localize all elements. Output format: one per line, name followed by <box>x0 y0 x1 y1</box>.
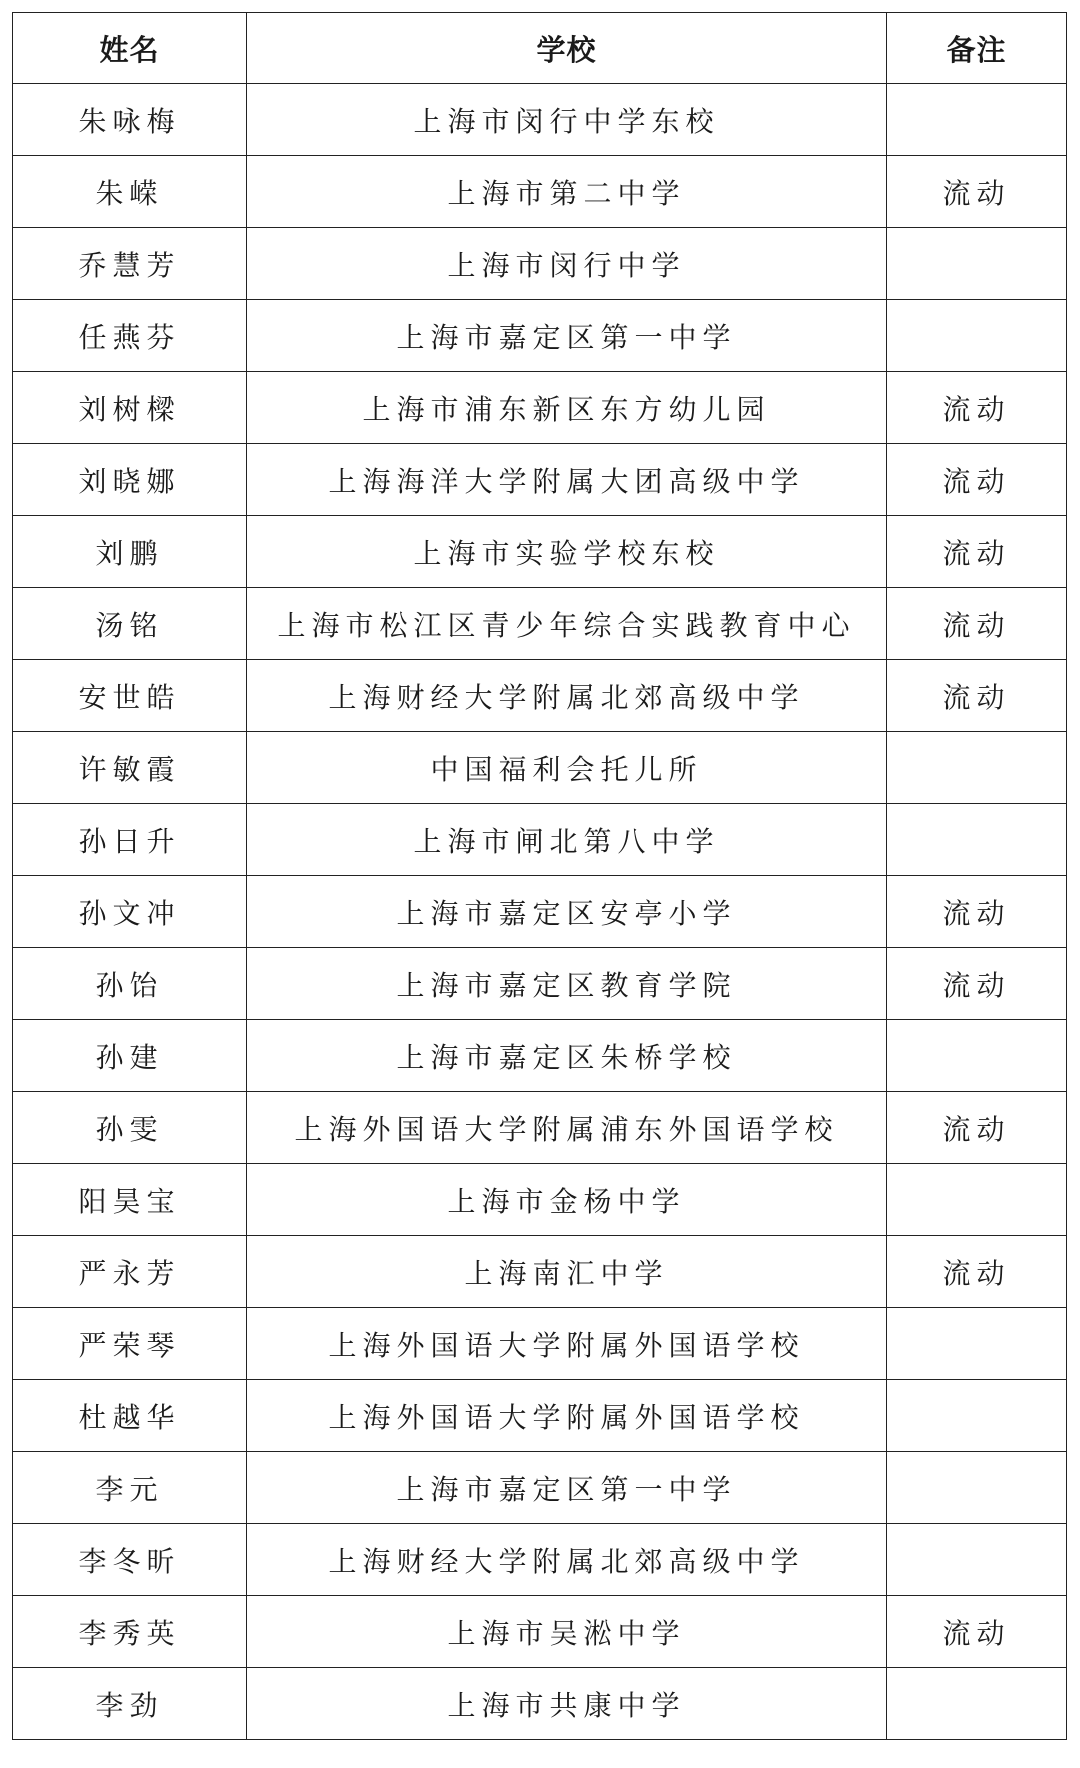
note-cell <box>887 1668 1067 1740</box>
school-cell: 上海市金杨中学 <box>247 1164 887 1236</box>
table-row <box>13 444 1067 516</box>
name-cell: 孙饴 <box>13 948 247 1020</box>
school-cell: 上海市吴淞中学 <box>247 1596 887 1668</box>
school-cell: 上海外国语大学附属外国语学校 <box>247 1380 887 1452</box>
school-cell: 上海市嘉定区教育学院 <box>247 948 887 1020</box>
table-row <box>13 1164 1067 1236</box>
note-cell <box>887 1380 1067 1452</box>
school-cell: 上海市第二中学 <box>247 156 887 228</box>
name-cell: 刘晓娜 <box>13 444 247 516</box>
name-cell: 李劲 <box>13 1668 247 1740</box>
note-cell: 流动 <box>887 660 1067 732</box>
name-cell: 任燕芬 <box>13 300 247 372</box>
note-cell <box>887 300 1067 372</box>
note-cell: 流动 <box>887 1596 1067 1668</box>
header-row <box>13 13 1067 84</box>
school-cell: 上海市实验学校东校 <box>247 516 887 588</box>
note-cell: 流动 <box>887 1092 1067 1164</box>
name-cell: 李冬昕 <box>13 1524 247 1596</box>
name-cell: 刘鹏 <box>13 516 247 588</box>
school-cell: 上海财经大学附属北郊高级中学 <box>247 1524 887 1596</box>
table-row <box>13 372 1067 444</box>
table-row <box>13 1596 1067 1668</box>
name-cell: 孙文冲 <box>13 876 247 948</box>
note-cell: 流动 <box>887 516 1067 588</box>
name-cell: 乔慧芳 <box>13 228 247 300</box>
name-cell: 朱嵘 <box>13 156 247 228</box>
school-cell: 上海市浦东新区东方幼儿园 <box>247 372 887 444</box>
table-row <box>13 300 1067 372</box>
name-cell: 杜越华 <box>13 1380 247 1452</box>
school-cell: 上海南汇中学 <box>247 1236 887 1308</box>
table-row <box>13 948 1067 1020</box>
school-cell: 上海财经大学附属北郊高级中学 <box>247 660 887 732</box>
note-cell <box>887 732 1067 804</box>
header-name: 姓名 <box>13 13 247 84</box>
note-cell: 流动 <box>887 948 1067 1020</box>
name-cell: 严永芳 <box>13 1236 247 1308</box>
header-school: 学校 <box>247 13 887 84</box>
note-cell: 流动 <box>887 1236 1067 1308</box>
table-row <box>13 804 1067 876</box>
note-cell <box>887 84 1067 156</box>
school-cell: 上海市松江区青少年综合实践教育中心 <box>247 588 887 660</box>
school-cell: 上海市闵行中学 <box>247 228 887 300</box>
school-cell: 上海海洋大学附属大团高级中学 <box>247 444 887 516</box>
note-cell: 流动 <box>887 444 1067 516</box>
table-row <box>13 1236 1067 1308</box>
school-cell: 上海市嘉定区第一中学 <box>247 1452 887 1524</box>
name-cell: 汤铭 <box>13 588 247 660</box>
name-cell: 孙建 <box>13 1020 247 1092</box>
table-row <box>13 516 1067 588</box>
school-cell: 上海市共康中学 <box>247 1668 887 1740</box>
table-row <box>13 876 1067 948</box>
name-cell: 刘树樑 <box>13 372 247 444</box>
school-cell: 上海市闵行中学东校 <box>247 84 887 156</box>
school-cell: 上海市嘉定区第一中学 <box>247 300 887 372</box>
table-row <box>13 1380 1067 1452</box>
note-cell <box>887 1020 1067 1092</box>
school-cell: 中国福利会托儿所 <box>247 732 887 804</box>
table-row <box>13 588 1067 660</box>
table-row <box>13 732 1067 804</box>
table-row <box>13 228 1067 300</box>
name-cell: 阳昊宝 <box>13 1164 247 1236</box>
school-cell: 上海市嘉定区安亭小学 <box>247 876 887 948</box>
name-cell: 朱咏梅 <box>13 84 247 156</box>
name-cell: 严荣琴 <box>13 1308 247 1380</box>
table-row <box>13 1308 1067 1380</box>
note-cell <box>887 804 1067 876</box>
name-cell: 孙日升 <box>13 804 247 876</box>
school-cell: 上海外国语大学附属浦东外国语学校 <box>247 1092 887 1164</box>
table-row <box>13 84 1067 156</box>
name-cell: 李秀英 <box>13 1596 247 1668</box>
table-row <box>13 1092 1067 1164</box>
note-cell <box>887 1524 1067 1596</box>
note-cell <box>887 228 1067 300</box>
school-cell: 上海外国语大学附属外国语学校 <box>247 1308 887 1380</box>
note-cell: 流动 <box>887 876 1067 948</box>
header-note: 备注 <box>887 13 1067 84</box>
note-cell <box>887 1164 1067 1236</box>
table-row <box>13 1668 1067 1740</box>
note-cell: 流动 <box>887 156 1067 228</box>
table-header <box>13 13 1067 84</box>
table-row <box>13 1020 1067 1092</box>
table-row <box>13 1452 1067 1524</box>
table-body <box>13 84 1067 1740</box>
roster-table <box>12 12 1067 1740</box>
table-row <box>13 1524 1067 1596</box>
name-cell: 许敏霞 <box>13 732 247 804</box>
note-cell <box>887 1452 1067 1524</box>
name-cell: 李元 <box>13 1452 247 1524</box>
note-cell: 流动 <box>887 372 1067 444</box>
table-row <box>13 660 1067 732</box>
name-cell: 孙雯 <box>13 1092 247 1164</box>
school-cell: 上海市闸北第八中学 <box>247 804 887 876</box>
note-cell <box>887 1308 1067 1380</box>
table-row <box>13 156 1067 228</box>
name-cell: 安世皓 <box>13 660 247 732</box>
note-cell: 流动 <box>887 588 1067 660</box>
school-cell: 上海市嘉定区朱桥学校 <box>247 1020 887 1092</box>
